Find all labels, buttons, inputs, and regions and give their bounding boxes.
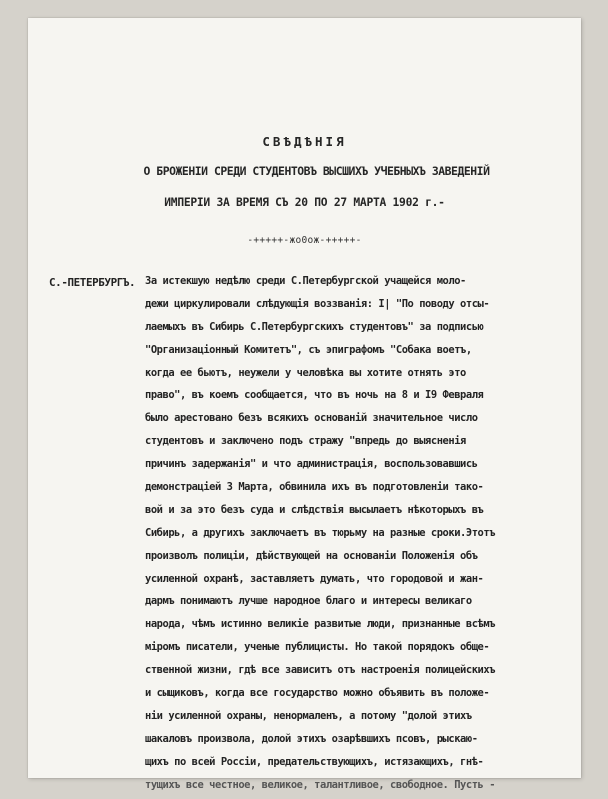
body-line: шакаловъ произвола, долой этихъ озарѣвшихъ псовъ, рыскаю- — [145, 732, 478, 745]
body-line: произволъ полицiи, дѣйствующей на основанiи Положенiя объ — [145, 549, 478, 562]
body-line: "Организацiонный Комитетъ", съ эпиграфомъ "Собака воетъ, — [145, 343, 472, 356]
body-line: когда ее бьютъ, неужели у человѣка вы хотите отнять это — [145, 366, 466, 379]
body-line: ственной жизни, гдѣ все зависитъ отъ настроенiя полицейскихъ — [145, 664, 496, 677]
body-line: и сыщиковъ, когда все государство можно объявить въ положе- — [145, 687, 490, 700]
body-line: дармъ понимаютъ лучше народное благо и интересы великаго — [145, 595, 472, 608]
body-line: вой и за это безъ суда и слѣдствiя высылаетъ нѣкоторыхъ въ — [145, 503, 484, 516]
body-line: усиленной охранѣ, заставляетъ думать, что городовой и жан- — [145, 572, 484, 585]
document-title: СВѢДѢНIЯ — [262, 134, 347, 149]
body-line: мiромъ писатели, ученые публицисты. Но такой порядокъ обще- — [145, 641, 490, 654]
document-page — [28, 18, 581, 791]
body-line: тущихъ все честное, великое, талантливое, свободное. Пусть - — [145, 778, 496, 791]
body-line: дежи циркулировали слѣдующiя воззванiя: I| "По поводу отсы- — [145, 297, 490, 310]
body-text — [145, 270, 495, 796]
body-line: демонстрацiей 3 Марта, обвинила ихъ въ подготовленiи тако- — [145, 481, 484, 494]
body-line: причинъ задержанiя" и что администрацiя, воспользовавшись — [145, 458, 478, 471]
body-line: право", въ коемъ сообщается, что въ ночь на 8 и I9 Февраля — [145, 389, 484, 402]
body-line: За истекшую недѣлю среди С.Петербургской учащейся моло- — [145, 275, 466, 287]
body-line: нiи усиленной охраны, ненормаленъ, а потому "долой этихъ — [145, 709, 472, 722]
body-line: Сибирь, а другихъ заключаетъ въ тюрьму на разные сроки.Этотъ — [145, 526, 496, 539]
body-line: народа, чѣмъ истинно великiе развитые люди, признанные всѣмъ — [145, 618, 496, 631]
body-line: лаемыхъ въ Сибирь С.Петербургскихъ студентовъ" за подписью — [145, 320, 484, 333]
document-subtitle-line-1: О БРОЖЕНIИ СРЕДИ СТУДЕНТОВЪ ВЫСШИХЪ УЧЕБНЫХЪ ЗАВЕДЕНIЙ — [143, 164, 490, 178]
document-subtitle-line-2: ИМПЕРIИ ЗА ВРЕМЯ СЪ 20 ПО 27 МАРТА 1902 г.- — [164, 196, 445, 209]
body-line: щихъ по всей Россiи, предательствующихъ, истязающихъ, гнѣ- — [145, 755, 484, 768]
ornament-divider: -+++++-жо0ож-+++++- — [247, 235, 362, 246]
body-line: было арестовано безъ всякихъ основанiй значительное число — [145, 412, 478, 425]
body-line: студентовъ и заключено подъ стражу "впредь до выясненiя — [145, 435, 466, 448]
place-heading: С.-ПЕТЕРБУРГЪ. — [49, 276, 136, 289]
